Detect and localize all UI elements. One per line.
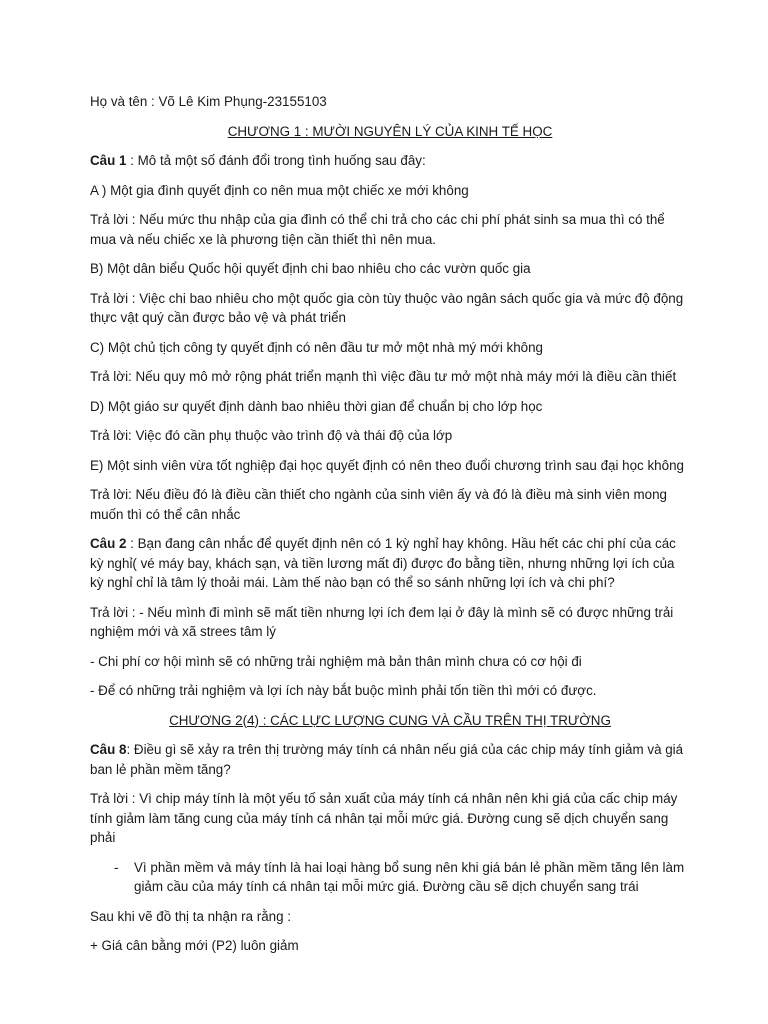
answer-1e: Trả lời: Nếu điều đó là điều cần thiết cho ngành của sinh viên ấy và đó là điều mà sinh viên mong muốn thì có thể cân nhắc [90,487,667,522]
answer-2-point-2: - Chi phí cơ hội mình sẽ có những trải nghiệm mà bản thân mình chưa có cơ hội đi [90,653,582,669]
question-8-text: : Điều gì sẽ xảy ra trên thị trường máy tính cá nhân nếu giá của các chip máy tính giảm và giá ban lẻ phần mềm tăng? [90,742,684,777]
answer-1d: Trả lời: Việc đó cần phụ thuộc vào trình độ và thái độ của lớp [90,428,453,443]
question-8 [90,740,690,779]
conclusion-intro: Sau khi vẽ đồ thị ta nhận ra rằng : [90,908,291,924]
student-name-line: Họ và tên : Võ Lê Kim Phụng-23155103 [90,94,327,109]
answer-1a: Trả lời : Nếu mức thu nhập của gia đình có thể chi trả cho các chi phí phát sinh sa mua thì có thể mua và nếu chiếc xe là phương tiện cần thiết thì nên mua. [90,212,665,247]
answer-1b: Trả lời : Việc chi bao nhiêu cho một quốc gia còn tùy thuộc vào ngân sách quốc gia và mức độ động thực vật quý cần được bảo vệ và phát triển [90,290,684,325]
question-8-label: Câu 8 [90,742,127,757]
chapter-1-title: CHƯƠNG 1 : MƯỜI NGUYÊN LÝ CỦA KINH TẾ HỌC [227,123,553,139]
answer-8-bullet [90,858,690,897]
answer-2-point-3: - Để có những trải nghiệm và lợi ích này bắt buộc mình phải tốn tiền thì mới có được. [90,683,597,698]
answer-8-bullet-text: Vì phần mềm và máy tính là hai loại hàng bổ sung nên khi giá bán lẻ phần mềm tăng lên làm giảm cầu của máy tính cá nhân tại mỗi mức giá. Đường cầu sẽ dịch chuyển sang trái [134,859,685,894]
answer-1c: Trả lời: Nếu quy mô mở rộng phát triển mạnh thì việc đầu tư mở một nhà máy mới là điều cần thiết [90,369,677,384]
question-1-text: : Mô tả một số đánh đổi trong tình huống sau đây: [126,153,426,168]
conclusion-point-1: + Giá cân bằng mới (P2) luôn giảm [90,938,299,953]
question-2-text: : Bạn đang cân nhắc để quyết định nên có 1 kỳ nghỉ hay không. Hầu hết các chi phí của các kỳ nghỉ( vé máy bay, khách sạn, và tiền lương mất đi) được đo bằng tiền, nhưng những lợi ích của kỳ nghỉ chỉ là tâm lý thoải mái. Làm thế nào bạn có thể so sánh những lợi ích và chi phí? [90,536,676,590]
document-body [90,92,690,966]
question-2-label: Câu 2 [90,536,127,551]
question-2 [90,534,690,593]
question-1 [90,151,690,171]
question-1d: D) Một giáo sư quyết định dành bao nhiêu thời gian để chuẩn bị cho lớp học [90,398,543,414]
chapter-2-title: CHƯƠNG 2(4) : CÁC LỰC LƯỢNG CUNG VÀ CẦU TRÊN THỊ TRƯỜNG [169,712,611,728]
bullet-dash: - [114,859,119,875]
question-1c: C) Một chủ tịch công ty quyết định có nên đầu tư mở một nhà mý mới không [90,339,544,355]
question-1e: E) Một sinh viên vừa tốt nghiệp đại học quyết định có nên theo đuổi chương trình sau đại học không [90,457,684,473]
question-1-label: Câu 1 [90,153,127,168]
answer-8: Trả lời : Vì chip máy tính là một yếu tố sản xuất của máy tính cá nhân nên khi giá của cấc chip máy tính giảm làm tăng cung của máy tính cá nhân tại mỗi mức giá. Đường cung sẽ dịch chuyển sang phải [90,791,678,845]
answer-2: Trả lời : - Nếu mình đi mình sẽ mất tiền nhưng lợi ích đem lại ở đây là mình sẽ có được những trải nghiệm mới và xã strees tâm lý [90,604,674,639]
question-1a: A ) Một gia đình quyết định co nên mua một chiếc xe mới không [90,182,469,198]
question-1b: B) Một dân biểu Quốc hội quyết định chi bao nhiêu cho các vườn quốc gia [90,261,531,276]
